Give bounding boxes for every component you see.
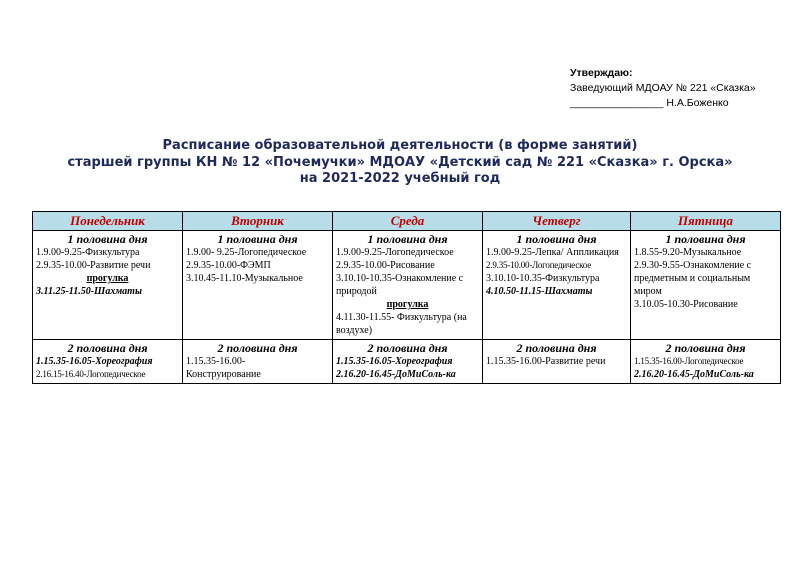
day-header-monday: Понедельник — [33, 212, 183, 231]
monday-lesson-2: 2.9.35-10.00-Развитие речи — [36, 260, 151, 271]
day-header-thursday: Четверг — [483, 212, 631, 231]
friday-afternoon-1: 1.15.35-16.00-Логопедическое — [634, 356, 744, 366]
schedule-header-row — [33, 212, 781, 231]
friday-first-half — [631, 231, 781, 340]
day-header-friday: Пятница — [631, 212, 781, 231]
thursday-first-half — [483, 231, 631, 340]
thursday-lesson-1: 1.9.00-9.25-Лепка/ Аппликация — [486, 247, 619, 258]
tuesday-first-half — [183, 231, 333, 340]
first-half-label: 1 половина дня — [516, 232, 597, 246]
monday-walk-label: прогулка — [86, 273, 129, 284]
first-half-label: 1 половина дня — [367, 232, 448, 246]
thursday-lesson-3: 3.10.10-10.35-Физкультура — [486, 273, 600, 284]
monday-lesson-1: 1.9.00-9.25-Физкультура — [36, 247, 140, 258]
wednesday-lesson-4: 4.11.30-11.55- Физкультура (на воздухе) — [336, 312, 467, 336]
heading-line-3: на 2021-2022 учебный год — [299, 171, 501, 186]
approval-block — [570, 66, 756, 111]
monday-afternoon-1: 1.15.35-16.05-Хореография — [36, 356, 153, 367]
heading-line-2: старшей группы КН № 12 «Почемучки» МДОАУ «Детский сад № 221 «Сказка» г. Орска» — [67, 154, 733, 170]
tuesday-lesson-2: 2.9.35-10.00-ФЭМП — [186, 260, 271, 271]
friday-second-half — [631, 340, 781, 384]
thursday-afternoon-1: 1.15.35-16.00-Развитие речи — [486, 356, 606, 367]
thursday-second-half — [483, 340, 631, 384]
second-half-label: 2 половина дня — [665, 341, 746, 355]
day-header-tuesday: Вторник — [183, 212, 333, 231]
second-half-row — [33, 340, 781, 384]
first-half-label: 1 половина дня — [665, 232, 746, 246]
monday-afternoon-2: 2.16.15-16.40-Логопедическое — [36, 369, 146, 379]
wednesday-lesson-1: 1.9.00-9.25-Логопедическое — [336, 247, 454, 258]
friday-lesson-1: 1.8.55-9.20-Музыкальное — [634, 247, 742, 258]
approval-position: Заведующий МДОАУ № 221 «Сказка» — [570, 82, 756, 94]
tuesday-lesson-1: 1.9.00- 9.25-Логопедическое — [186, 247, 307, 258]
approval-signature-line: ________________ Н.А.Боженко — [570, 97, 729, 109]
approval-title: Утверждаю: — [570, 67, 633, 79]
first-half-row — [33, 231, 781, 340]
wednesday-second-half — [333, 340, 483, 384]
wednesday-lesson-2: 2.9.35-10.00-Рисование — [336, 260, 435, 271]
day-header-wednesday: Среда — [333, 212, 483, 231]
second-half-label: 2 половина дня — [217, 341, 298, 355]
tuesday-second-half — [183, 340, 333, 384]
wednesday-afternoon-2: 2.16.20-16.45-ДоМиСоль-ка — [336, 369, 456, 380]
second-half-label: 2 половина дня — [67, 341, 148, 355]
monday-first-half — [33, 231, 183, 340]
first-half-label: 1 половина дня — [67, 232, 148, 246]
tuesday-afternoon-1: 1.15.35-16.00- — [186, 356, 246, 367]
friday-afternoon-2: 2.16.20-16.45-ДоМиСоль-ка — [634, 369, 754, 380]
wednesday-lesson-3: 3.10.10-10.35-Ознакомление с природой — [336, 273, 464, 297]
schedule-table — [32, 211, 781, 384]
friday-lesson-3: 3.10.05-10.30-Рисование — [634, 299, 738, 310]
thursday-lesson-2: 2.9.35-10.00-Логопедическое — [486, 260, 592, 270]
first-half-label: 1 половина дня — [217, 232, 298, 246]
wednesday-walk-label: прогулка — [386, 299, 429, 310]
monday-second-half — [33, 340, 183, 384]
friday-lesson-2: 2.9.30-9.55-Ознакомление с предметным и социальным миром — [634, 260, 752, 297]
second-half-label: 2 половина дня — [516, 341, 597, 355]
second-half-label: 2 половина дня — [367, 341, 448, 355]
wednesday-afternoon-1: 1.15.35-16.05-Хореография — [336, 356, 453, 367]
monday-lesson-3: 3.11.25-11.50-Шахматы — [36, 286, 142, 297]
wednesday-first-half — [333, 231, 483, 340]
heading-line-1: Расписание образовательной деятельности (в форме занятий) — [162, 138, 638, 153]
tuesday-lesson-3: 3.10.45-11.10-Музыкальное — [186, 273, 303, 284]
tuesday-afternoon-1-cont: Конструирование — [186, 369, 261, 380]
thursday-lesson-4: 4.10.50-11.15-Шахматы — [486, 286, 593, 297]
document-heading — [0, 138, 800, 188]
